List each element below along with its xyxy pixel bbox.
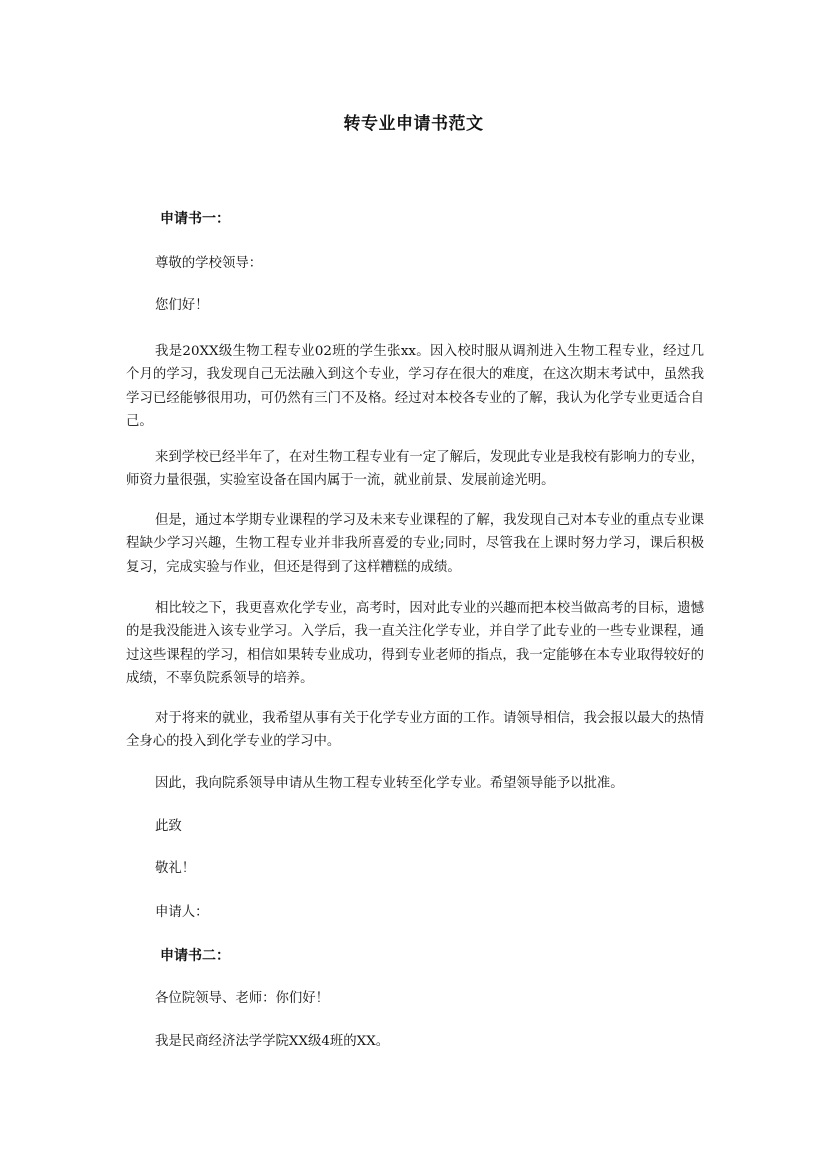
letter1-salutation: 尊敬的学校领导：	[155, 256, 263, 271]
letter1-request: 因此，我向院系领导申请从生物工程专业转至化学专业。希望领导能予以批准。	[155, 776, 624, 791]
letter1-signature: 申请人：	[155, 905, 209, 920]
letter1-paragraph-5: 对于将来的就业，我希望从事有关于化学专业方面的工作。请领导相信，我会报以最大的热情全身心的投入到化学专业的学习中。	[126, 711, 705, 750]
letter1-paragraph-4: 相比较之下，我更喜欢化学专业，高考时，因对此专业的兴趣而把本校当做高考的目标，遗憾的是我没能进入该专业学习。入学后，我一直关注化学专业，并自学了此专业的一些专业课程，通过这些课程的学习，相信如果转专业成功，得到专业老师的指点，我一定能够在本专业取得较好的成绩，不辜负院系领导的培养。	[126, 601, 705, 687]
letter2-salutation: 各位院领导、老师：你们好！	[155, 991, 330, 1006]
letter2-heading: 申请书二：	[160, 948, 230, 964]
letter1-paragraph-3: 但是，通过本学期专业课程的学习及未来专业课程的了解，我发现自己对本专业的重点专业课程缺少学习兴趣，生物工程专业并非我所喜爱的专业;同时，尽管我在上课时努力学习，课后积极复习，完成实验与作业，但还是得到了这样糟糕的成绩。	[126, 513, 705, 575]
letter2-intro: 我是民商经济法学学院XX级4班的XX。	[155, 1034, 390, 1049]
letter1-greeting: 您们好！	[155, 298, 209, 313]
letter1-paragraph-2: 来到学校已经半年了，在对生物工程专业有一定了解后，发现此专业是我校有影响力的专业，师资力量很强，实验室设备在国内属于一流，就业前景、发展前途光明。	[126, 450, 705, 489]
letter1-paragraph-1: 我是20XX级生物工程专业02班的学生张xx。因入校时服从调剂进入生物工程专业，经过几个月的学习，我发现自己无法融入到这个专业，学习存在很大的难度，在这次期末考试中，虽然我学习已经能够很用功，可仍然有三门不及格。经过对本校各专业的了解，我认为化学专业更适合自己。	[126, 344, 704, 430]
letter1-heading: 申请书一：	[160, 211, 230, 227]
page-title: 转专业申请书范文	[343, 114, 484, 134]
letter1-closing-2: 敬礼！	[155, 861, 196, 876]
letter1-closing-1: 此致	[155, 819, 182, 834]
